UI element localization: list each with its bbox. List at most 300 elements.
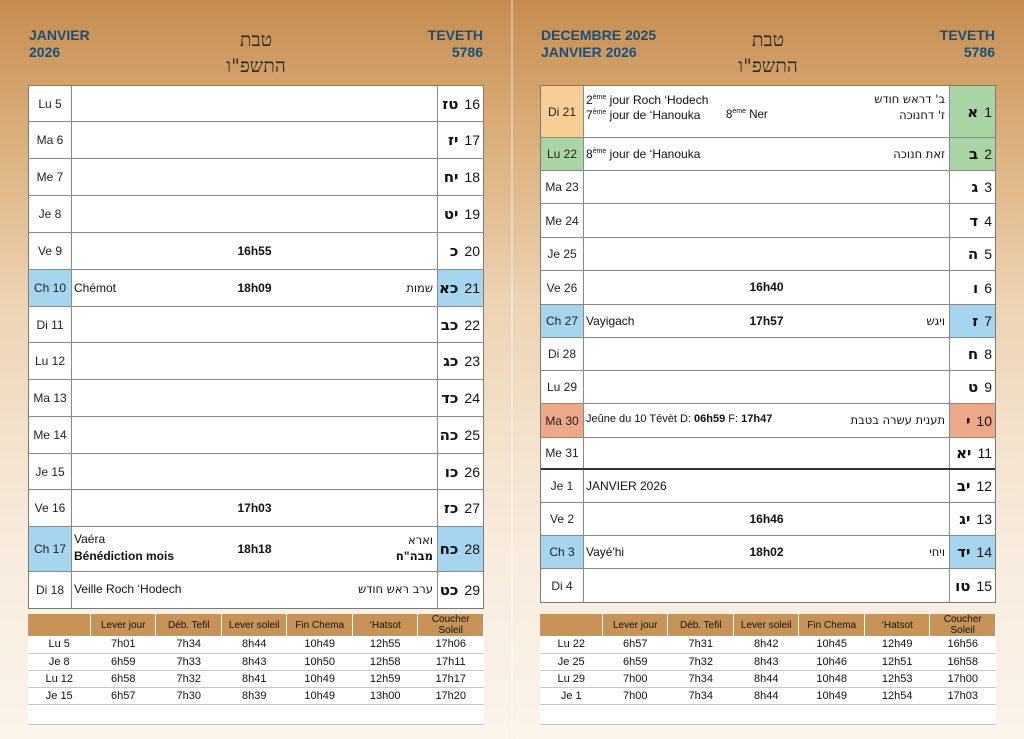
hebrew-day (949, 271, 995, 304)
hebrew-day-number: 11 (977, 445, 992, 461)
left-calendar-grid (28, 85, 484, 609)
sun-time-cell: 7h00 (602, 687, 668, 704)
right-month-fr2: JANVIER 2026 (541, 44, 637, 60)
sun-row (28, 636, 484, 653)
sun-header-cell: Lever jour (90, 614, 156, 636)
sun-blank-cell (864, 704, 930, 724)
calendar-row (541, 371, 995, 404)
hebrew-day-letter: ב (969, 145, 979, 163)
hebrew-day-number: 22 (464, 316, 480, 333)
sun-time-cell: 10h46 (799, 653, 865, 670)
candle-time: 17h57 (749, 313, 784, 328)
sun-time-cell: 17h17 (418, 670, 484, 687)
day-date: Ve 9 (29, 233, 72, 269)
sun-time-cell: 7h00 (602, 670, 668, 687)
day-details (584, 238, 949, 270)
sun-time-cell: 12h49 (864, 636, 930, 653)
left-year: 2026 (29, 44, 61, 60)
day-details (584, 338, 949, 370)
calendar-row (541, 171, 995, 204)
day-date: Me 14 (29, 417, 72, 453)
sun-time-cell: 12h59 (352, 670, 418, 687)
calendar-row (541, 569, 995, 602)
day-date: Ve 16 (29, 490, 72, 526)
hebrew-day (949, 404, 995, 437)
sun-header-cell: Fin Chema (799, 614, 865, 636)
left-month-fr: JANVIER (29, 27, 90, 43)
hebrew-day-letter: ד (969, 211, 979, 230)
hebrew-note: ויגש (926, 313, 945, 328)
sun-row (540, 670, 996, 687)
calendar-row (29, 86, 483, 122)
sun-row (540, 653, 996, 670)
day-details (72, 122, 437, 158)
calendar-row (29, 490, 483, 527)
hebrew-day-letter: ו (973, 278, 979, 297)
hebrew-day-letter: כג (443, 352, 459, 370)
french-note (586, 93, 708, 107)
day-details (584, 138, 949, 170)
hebrew-day-number: 4 (984, 212, 992, 229)
hebrew-day-number: 21 (464, 280, 480, 296)
hebrew-day (949, 470, 995, 502)
hebrew-day-number: 6 (984, 279, 992, 296)
sun-blank-cell (668, 704, 734, 724)
sun-time-cell: 17h00 (930, 670, 996, 687)
day-details (584, 271, 949, 304)
sun-blank-cell (540, 704, 602, 724)
french-note-2 (586, 108, 700, 122)
sun-time-cell: 8h44 (733, 670, 799, 687)
sun-time-cell: 6h57 (90, 687, 156, 704)
sun-time-cell: 7h32 (668, 653, 734, 670)
day-details (72, 454, 437, 489)
sun-time-cell: 10h49 (287, 670, 353, 687)
sun-time-cell: 8h44 (733, 687, 799, 704)
sun-blank-cell (352, 704, 418, 724)
hebrew-day-letter: יח (443, 168, 459, 186)
french-note: Veille Roch ‘Hodech (74, 582, 182, 596)
hebrew-note: ב' דראש חודש (874, 92, 945, 106)
sun-blank-cell (156, 704, 222, 724)
calendar-row (541, 536, 995, 569)
french-note-text: jour de ‘Hanouka (606, 146, 701, 161)
day-date: Ve 26 (541, 271, 584, 304)
hebrew-note: תענית עשרה בטבת (850, 413, 945, 427)
sun-time-cell: 6h58 (90, 670, 156, 687)
hebrew-day (949, 569, 995, 602)
hebrew-note: זאת חנוכה (893, 146, 945, 161)
right-teveth-header (940, 27, 995, 61)
french-note (586, 147, 700, 161)
calendar-row (29, 527, 483, 572)
sun-time-cell: 16h56 (930, 636, 996, 653)
sun-time-cell: 7h31 (668, 636, 734, 653)
sun-header-cell: Lever soleil (221, 614, 287, 636)
sun-time-cell: 8h39 (221, 687, 287, 704)
hebrew-day-number: 25 (464, 427, 480, 443)
sun-row-date: Je 8 (28, 653, 90, 670)
calendar-row (29, 380, 483, 417)
ordinal-number: 2 (586, 93, 593, 107)
fast-start-time: 06h59 (694, 413, 726, 425)
hebrew-day (949, 305, 995, 337)
calendar-row (541, 470, 995, 503)
calendar-row (29, 307, 483, 343)
hebrew-day (949, 338, 995, 370)
day-details (72, 86, 437, 121)
right-month-fr: DECEMBRE 2025 (541, 27, 657, 43)
ordinal-suffix: ème (732, 108, 747, 115)
calendar-row (29, 270, 483, 307)
hebrew-day-number: 5 (984, 246, 992, 262)
day-date: Di 11 (29, 307, 72, 342)
day-date: Ma 30 (541, 404, 584, 437)
sun-header-cell: ‘Hatsot (864, 614, 930, 636)
day-date: Ch 17 (29, 527, 72, 571)
day-details (584, 438, 949, 468)
hebrew-day-letter: טו (955, 576, 971, 595)
day-details (72, 572, 437, 608)
sun-header-cell: Déb. Tefil (668, 614, 734, 636)
right-teveth: TEVETH (939, 27, 995, 43)
day-date: Je 8 (29, 196, 72, 232)
sun-blank-cell (930, 704, 996, 724)
sun-header-cell (540, 614, 602, 636)
left-month-heb: טבת (239, 29, 273, 51)
hebrew-day-number: 8 (984, 346, 992, 362)
ordinal-number: 8 (726, 108, 733, 121)
day-details (72, 159, 437, 195)
sun-row-date: Je 1 (540, 687, 602, 704)
right-year-heb: התשפ"ו (738, 55, 798, 77)
day-date: Je 15 (29, 454, 72, 489)
hebrew-day-letter: כו (444, 462, 459, 481)
day-date: Ma 6 (29, 122, 72, 158)
sun-time-cell: 12h53 (864, 670, 930, 687)
hebrew-day-letter: כט (439, 581, 459, 599)
hebrew-note: שמות (406, 280, 433, 295)
hebrew-day (437, 527, 483, 571)
ner-note (726, 108, 768, 121)
hebrew-day (949, 171, 995, 203)
sun-blank-row (28, 704, 484, 724)
calendar-row (541, 404, 995, 438)
day-details (72, 527, 437, 571)
hebrew-day (437, 454, 483, 489)
sun-blank-cell (221, 704, 287, 724)
sun-row-date: Lu 22 (540, 636, 602, 653)
hebrew-day-number: 7 (984, 313, 992, 329)
sun-time-cell: 12h54 (864, 687, 930, 704)
calendar-row (29, 122, 483, 159)
sun-time-cell: 12h58 (352, 653, 418, 670)
hebrew-day (437, 196, 483, 232)
fast-label: Jeûne du 10 Tévèt D: (586, 413, 695, 425)
sun-time-cell: 17h11 (418, 653, 484, 670)
hebrew-day-letter: יט (443, 205, 459, 223)
sun-time-cell: 7h32 (156, 670, 222, 687)
hebrew-day (437, 417, 483, 453)
right-page (512, 0, 1024, 739)
sun-time-cell: 12h55 (352, 636, 418, 653)
hebrew-day (949, 138, 995, 170)
french-note-text: jour Roch ‘Hodech (606, 93, 709, 107)
day-details (72, 490, 437, 526)
hebrew-day-number: 2 (984, 146, 992, 162)
day-details (584, 204, 949, 237)
hebrew-day-letter: יא (956, 444, 972, 462)
sun-header-row (28, 614, 484, 636)
ordinal-suffix: ème (592, 147, 607, 155)
calendar-row (29, 417, 483, 454)
day-date: Me 31 (541, 438, 584, 468)
hebrew-note: וארא (408, 533, 433, 547)
hebrew-day (437, 270, 483, 306)
hebrew-day-letter: יז (447, 131, 459, 149)
day-details (584, 503, 949, 535)
sun-row-date: Je 25 (540, 653, 602, 670)
hebrew-day (437, 233, 483, 269)
hebrew-day (949, 204, 995, 237)
hebrew-day-number: 26 (464, 463, 480, 480)
candle-time: 16h40 (749, 280, 784, 294)
left-teveth: TEVETH (427, 27, 483, 43)
calendar-row (29, 454, 483, 490)
day-date: Je 1 (541, 470, 584, 502)
sun-row (28, 670, 484, 687)
calendar-row (29, 233, 483, 270)
day-details (72, 196, 437, 232)
hebrew-day-letter: כא (439, 279, 459, 297)
sun-time-cell: 10h45 (799, 636, 865, 653)
sun-blank-row (540, 704, 996, 724)
hebrew-day-letter: טז (442, 94, 459, 113)
day-details (584, 305, 949, 337)
day-details (72, 233, 437, 269)
hebrew-day-number: 27 (464, 500, 480, 516)
day-details (72, 417, 437, 453)
hebrew-day-number: 15 (976, 577, 992, 594)
calendar-row (541, 438, 995, 470)
calendar-row (29, 343, 483, 380)
hebrew-day (437, 380, 483, 416)
day-date: Lu 29 (541, 371, 584, 403)
day-date: Di 18 (29, 572, 72, 608)
day-date: Di 4 (541, 569, 584, 602)
french-note: JANVIER 2026 (586, 478, 667, 493)
day-details (72, 343, 437, 379)
hebrew-day-letter: יב (956, 477, 971, 495)
ordinal-number: 7 (586, 108, 593, 122)
sun-header-row (540, 614, 996, 636)
sun-time-cell: 16h58 (930, 653, 996, 670)
hebrew-day-number: 3 (984, 179, 992, 195)
hebrew-day-letter: י (966, 411, 971, 430)
day-details (584, 569, 949, 602)
hebrew-day-number: 12 (976, 478, 992, 494)
sun-blank-cell (28, 704, 90, 724)
day-details (72, 380, 437, 416)
calendar-row (541, 204, 995, 238)
hebrew-day-number: 28 (464, 541, 480, 557)
day-date: Lu 5 (29, 86, 72, 121)
calendar-row (541, 271, 995, 305)
sun-time-cell: 7h01 (90, 636, 156, 653)
hebrew-day (437, 490, 483, 526)
sun-time-cell: 7h33 (156, 653, 222, 670)
sun-time-cell: 17h20 (418, 687, 484, 704)
day-date: Lu 22 (541, 138, 584, 170)
sun-blank-cell (287, 704, 353, 724)
hebrew-day (437, 122, 483, 158)
day-date: Lu 12 (29, 343, 72, 379)
hebrew-day-letter: ג (971, 178, 979, 196)
french-note-text: jour de ‘Hanouka (606, 108, 701, 122)
day-date: Je 25 (541, 238, 584, 270)
sun-header-cell: Lever jour (602, 614, 668, 636)
sun-time-cell: 12h51 (864, 653, 930, 670)
ordinal-suffix: ème (592, 94, 607, 101)
hebrew-day-letter: ט (968, 378, 979, 396)
french-note: Chémot (74, 280, 117, 295)
hebrew-day (437, 159, 483, 195)
day-date: Ch 10 (29, 270, 72, 306)
calendar-row (541, 238, 995, 271)
day-details (584, 86, 949, 137)
calendar-row (29, 159, 483, 196)
sun-time-cell: 10h49 (799, 687, 865, 704)
hebrew-day-letter: כז (443, 499, 459, 517)
day-date: Ch 3 (541, 536, 584, 568)
french-note-2: Bénédiction mois (74, 549, 175, 563)
left-year-jewish: 5786 (451, 44, 483, 60)
french-note: Vayé'hi (586, 544, 625, 559)
left-sun-times-table (28, 614, 484, 725)
sun-time-cell: 6h59 (90, 653, 156, 670)
hebrew-day (949, 503, 995, 535)
day-details (72, 307, 437, 342)
day-details (584, 371, 949, 403)
sun-time-cell: 6h59 (602, 653, 668, 670)
sun-time-cell: 7h30 (156, 687, 222, 704)
sun-time-cell: 8h43 (733, 653, 799, 670)
sun-row (28, 687, 484, 704)
sun-blank-cell (418, 704, 484, 724)
candle-time: 16h46 (749, 511, 784, 526)
sun-blank-cell (602, 704, 668, 724)
sun-header-cell: Lever soleil (733, 614, 799, 636)
right-calendar-grid (540, 85, 996, 603)
sun-header-cell (28, 614, 90, 636)
day-date: Me 24 (541, 204, 584, 237)
calendar-row (29, 572, 483, 608)
hebrew-day-number: 9 (984, 379, 992, 395)
french-note: Vayigach (586, 313, 635, 328)
hebrew-day-number: 18 (464, 169, 480, 185)
calendar-row (29, 196, 483, 233)
sun-header-cell: ‘Hatsot (352, 614, 418, 636)
hebrew-day-letter: ז (972, 312, 979, 330)
sun-header-cell: Coucher Soleil (930, 614, 996, 636)
hebrew-day (437, 307, 483, 342)
fast-end-time: 17h47 (741, 413, 773, 425)
day-details (72, 270, 437, 306)
sun-row (540, 636, 996, 653)
fast-end-label: F: (725, 413, 742, 425)
hebrew-day (949, 371, 995, 403)
calendar-row (541, 86, 995, 138)
calendar-row (541, 338, 995, 371)
sun-row-date: Lu 29 (540, 670, 602, 687)
day-date: Ve 2 (541, 503, 584, 535)
hebrew-day-letter: יג (959, 510, 971, 528)
sun-time-cell: 10h49 (287, 636, 353, 653)
ner-text: Ner (746, 108, 768, 121)
day-date: Ma 23 (541, 171, 584, 203)
sun-time-cell: 8h43 (221, 653, 287, 670)
sun-time-cell: 13h00 (352, 687, 418, 704)
sun-blank-cell (799, 704, 865, 724)
candle-time: 17h03 (237, 500, 272, 515)
right-month-heb: טבת (751, 29, 785, 51)
day-date: Me 7 (29, 159, 72, 195)
hebrew-day (437, 86, 483, 121)
hebrew-day-letter: כה (439, 426, 459, 444)
day-date: Ma 13 (29, 380, 72, 416)
hebrew-day-number: 20 (464, 243, 480, 259)
hebrew-day (437, 572, 483, 608)
hebrew-day-number: 16 (464, 95, 480, 112)
candle-time: 18h02 (749, 544, 784, 559)
calendar-row (541, 305, 995, 338)
ordinal-suffix: ème (592, 109, 607, 116)
sun-row-date: Lu 12 (28, 670, 90, 687)
candle-time: 16h55 (237, 243, 272, 258)
day-date: Di 28 (541, 338, 584, 370)
hebrew-day-number: 1 (984, 103, 992, 120)
calendar-row (541, 503, 995, 536)
sun-time-cell: 8h42 (733, 636, 799, 653)
hebrew-day (949, 536, 995, 568)
sun-time-cell: 10h48 (799, 670, 865, 687)
hebrew-day-number: 10 (976, 412, 992, 429)
sun-time-cell: 17h06 (418, 636, 484, 653)
hebrew-day (949, 86, 995, 137)
hebrew-day-number: 13 (976, 511, 992, 527)
day-date: Di 21 (541, 86, 584, 137)
day-date: Ch 27 (541, 305, 584, 337)
calendar-row (541, 138, 995, 171)
hebrew-day-letter: כח (439, 540, 459, 558)
sun-time-cell: 8h41 (221, 670, 287, 687)
hebrew-day-number: 19 (464, 206, 480, 222)
sun-time-cell: 10h50 (287, 653, 353, 670)
sun-blank-cell (90, 704, 156, 724)
french-note (586, 413, 772, 425)
hebrew-day-number: 23 (464, 353, 480, 369)
hebrew-day-number: 29 (464, 582, 480, 598)
sun-header-cell: Coucher Soleil (418, 614, 484, 636)
french-note: Vaéra (74, 532, 106, 546)
sun-time-cell: 7h34 (668, 670, 734, 687)
sun-time-cell: 6h57 (602, 636, 668, 653)
left-teveth-header (428, 27, 483, 61)
hebrew-note: ויחי (929, 544, 945, 559)
day-details (584, 171, 949, 203)
ordinal-number: 8 (586, 146, 593, 161)
hebrew-day-number: 14 (976, 544, 992, 560)
